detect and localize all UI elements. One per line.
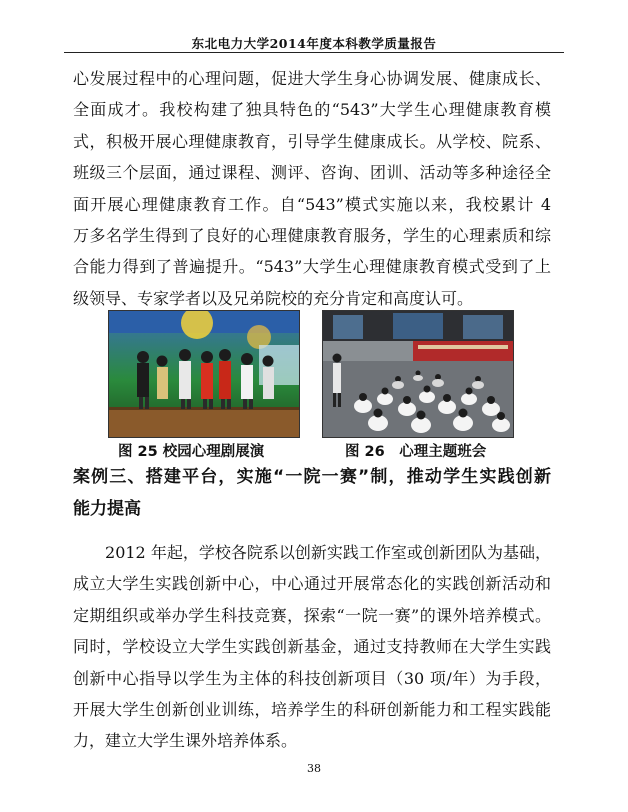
text-line: 班级三个层面，通过课程、测评、咨询、团训、活动等多种途径全 — [73, 163, 551, 183]
figure-class-meeting-photo — [322, 310, 514, 438]
heading-line: 能力提高 — [73, 499, 141, 519]
text-line: 2012 年起，学校各院系以创新实践工作室或创新团队为基础， — [73, 543, 551, 562]
text-line: 定期组织或举办学生科技竞赛，探索“一院一赛”的课外培养模式。 — [73, 605, 551, 625]
paragraph-1 — [73, 63, 551, 314]
heading-line: 案例三、搭建平台，实施“一院一赛”制，推动学生实践创新 — [73, 467, 551, 487]
paragraph-2 — [73, 537, 551, 757]
text-line: 同时，学校设立大学生实践创新基金，通过支持教师在大学生实践 — [73, 637, 551, 657]
text-line: 式，积极开展心理健康教育，引导学生健康成长。从学校、院系、 — [73, 131, 551, 151]
text-line: 万多名学生得到了良好的心理健康教育服务，学生的心理素质和综 — [73, 225, 551, 245]
figure-psychodrama-photo — [108, 310, 300, 438]
page-number: 38 — [307, 762, 321, 775]
figure-26-caption: 图 26 心理主题班会 — [345, 444, 487, 460]
text-line: 开展大学生创新创业训练，培养学生的科研创新能力和工程实践能 — [73, 699, 551, 719]
text-line: 创新中心指导以学生为主体的科技创新项目（30 项/年）为手段， — [73, 668, 551, 688]
page-header: 东北电力大学2014年度本科教学质量报告 — [191, 36, 437, 51]
header-rule — [64, 52, 564, 53]
text-line: 合能力得到了普遍提升。“543”大学生心理健康教育模式受到了上 — [73, 257, 551, 277]
text-line: 力，建立大学生课外培养体系。 — [73, 731, 298, 751]
text-line: 成立大学生实践创新中心，中心通过开展常态化的实践创新活动和 — [73, 574, 551, 594]
text-line: 面开展心理健康教育工作。自“543”模式实施以来，我校累计 4 — [73, 194, 551, 214]
figure-25-caption: 图 25 校园心理剧展演 — [118, 444, 265, 460]
text-line: 级领导、专家学者以及兄弟院校的充分肯定和高度认可。 — [73, 288, 474, 308]
text-line: 心发展过程中的心理问题，促进大学生身心协调发展、健康成长、 — [73, 69, 551, 88]
case-heading — [73, 461, 551, 525]
text-line: 全面成才。我校构建了独具特色的“543”大学生心理健康教育模 — [73, 100, 551, 120]
